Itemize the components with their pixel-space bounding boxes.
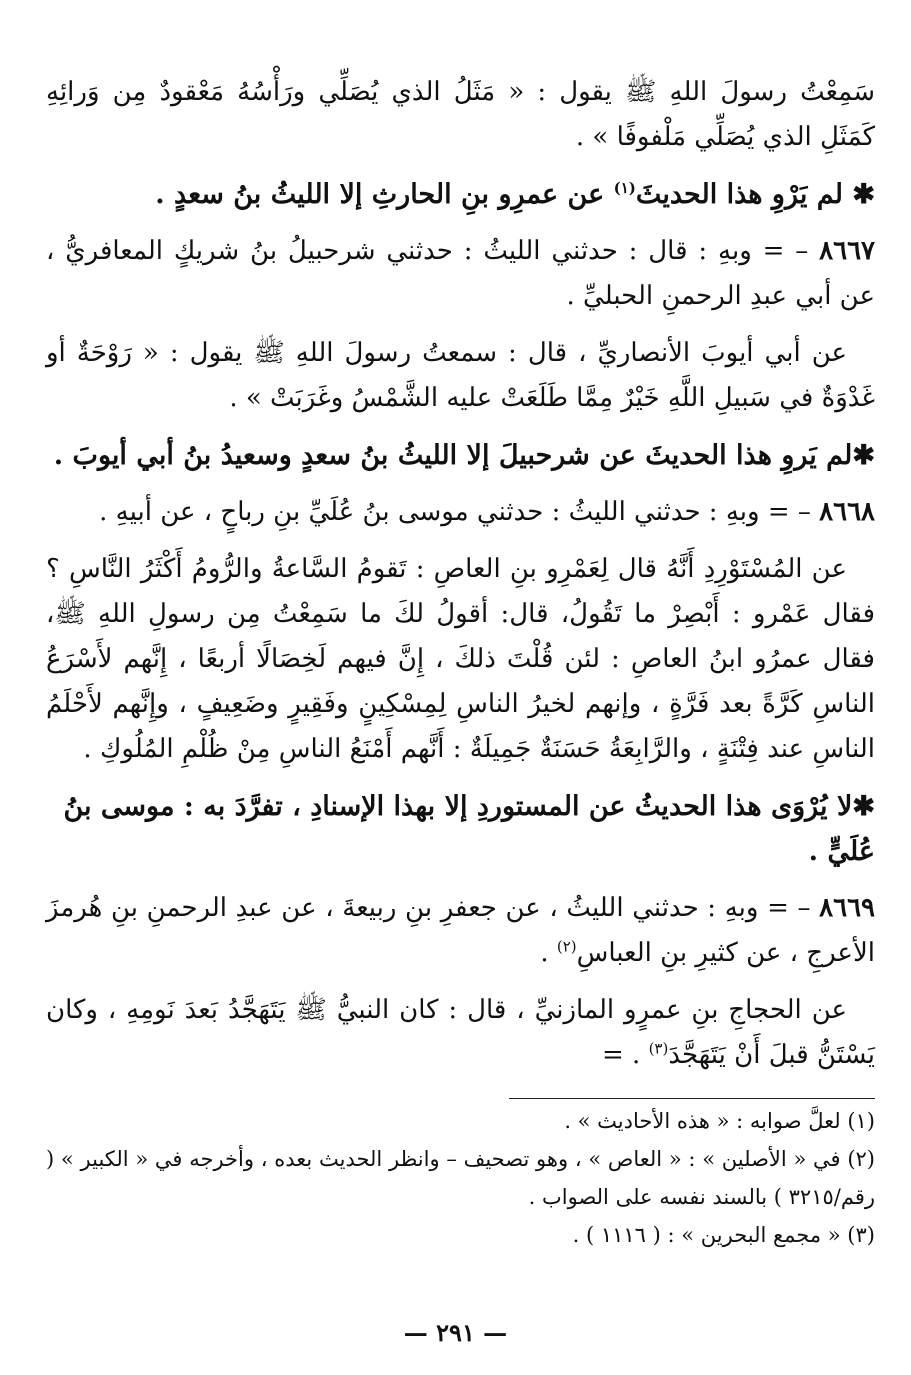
- paragraph-4: عن أبي أيوبَ الأنصاريِّ ، قال : سمعتُ رسولَ اللهِ ﷺ يقول : « رَوْحَةٌ أو غَدْوَةٌ في سَبيلِ اللَّهِ خَيْرٌ مِمَّا طَلَعَتْ عليه الشَّمْسُ وغَرَبَتْ » .: [46, 338, 875, 413]
- footnote-ref-1: (١): [613, 179, 636, 197]
- paragraph-1: سَمِعْتُ رسولَ اللهِ ﷺ يقول : « مَثَلُ الذي يُصَلِّي ورَأْسُهُ مَعْقودٌ مِن وَرائِهِ كَمَثَلِ الذي يُصَلِّي مَلْفوفًا » .: [46, 77, 875, 152]
- page-number: — ٢٩١ —: [403, 1318, 508, 1347]
- paragraph-10: عن الحجاجِ بنِ عمرٍو المازنيِّ ، قال : كان النبيُّ ﷺ يَتَهَجَّدُ بَعدَ نَومِهِ ، وكان يَسْتَنُّ قبلَ أَنْ يَتَهَجَّدَ$^{(٣)}$ . =: [46, 995, 875, 1070]
- footnotes: [46, 1098, 875, 1254]
- hadith-number: ٨٦٦٩: [819, 893, 875, 923]
- hadith-number: ٨٦٦٨: [819, 497, 875, 527]
- footnote-3: (٣) « مجمع البحرين » : ( ١١١٦ ) .: [572, 1223, 875, 1247]
- main-text: [46, 70, 875, 1090]
- hadith-8667: ٨٦٦٧ – = وبهِ : قال : حدثني الليثُ : حدثني شرحبيلُ بنُ شريكٍ المعافريُّ ، عن أبي عبدِ الرحمنِ الحبليِّ .: [46, 236, 875, 311]
- footnote-ref-3: (٣): [648, 1039, 669, 1058]
- narration-note-2: ✱لم يَروِ هذا الحديثَ عن شرحبيلَ إلا الليثُ بنُ سعدٍ وسعيدُ بنُ أبي أيوبَ .: [53, 440, 875, 471]
- footnote-1: (١) لعلَّ صوابه : « هذه الأحاديث » .: [564, 1109, 875, 1133]
- hadith-8669: ٨٦٦٩ – = وبهِ : حدثني الليثُ ، عن جعفرِ بنِ ربيعةَ ، عن عبدِ الرحمنِ بنِ هُرمزَ الأعرجِ ، عن كثيرِ بنِ العباسِ$^{(٢)}$ .: [46, 893, 875, 968]
- hadith-8668: ٨٦٦٨ – = وبهِ : حدثني الليثُ : حدثني موسى بنُ عُلَيِّ بنِ رباحٍ ، عن أبيهِ .: [99, 497, 875, 527]
- narration-note-3: ✱لا يُرْوَى هذا الحديثُ عن المستوردِ إلا بهذا الإسنادِ ، تفرَّدَ به : موسى بنُ عُلَيٍّ .: [63, 791, 875, 867]
- footnote-2: (٢) في « الأصلين » : « العاص » ، وهو تصحيف – وانظر الحديث بعده ، وأخرجه في « الكبير » ( رقم/٣٢١٥ ) بالسند نفسه على الصواب .: [46, 1147, 875, 1209]
- footnote-ref-2: (٢): [556, 937, 577, 956]
- narration-note-1: ✱ لم يَرْوِ هذا الحديثَ$^{(١)}$ عن عمرِو بنِ الحارثِ إلا الليثُ بنُ سعدٍ .: [155, 179, 875, 210]
- footnote-divider: [509, 1098, 875, 1099]
- paragraph-7: عن المُسْتَوْرِدِ أَنَّهُ قال لِعَمْرِو بنِ العاصِ : تَقومُ السَّاعةُ والرُّومُ أَكْثَرُ النَّاسِ ؟ فقال عَمْرو : أَبْصِرْ ما تَقُولُ، قال: أقولُ لكَ ما سَمِعْتُ مِن رسولِ اللهِ ﷺ، فقال عمرُو ابنُ العاصِ : لئن قُلْتَ ذلكَ ، إِنَّ فيهم لَخِصَالًا أربعًا ، إِنَّهم لأَسْرَعُ الناسِ كَرَّةً بعد فَرَّةٍ ، وإنهم لخيرُ الناسِ لِمِسْكِينٍ وفَقِيرٍ وضَعِيفٍ ، وإِنَّهم لأَحْلَمُ الناسِ عند فِتْنَةٍ ، والرَّابِعَةُ حَسَنَةٌ جَمِيلَةٌ : أَنَّهم أَمْنَعُ الناسِ مِنْ ظُلْمِ المُلُوكِ .: [46, 554, 875, 764]
- hadith-number: ٨٦٦٧: [819, 236, 875, 266]
